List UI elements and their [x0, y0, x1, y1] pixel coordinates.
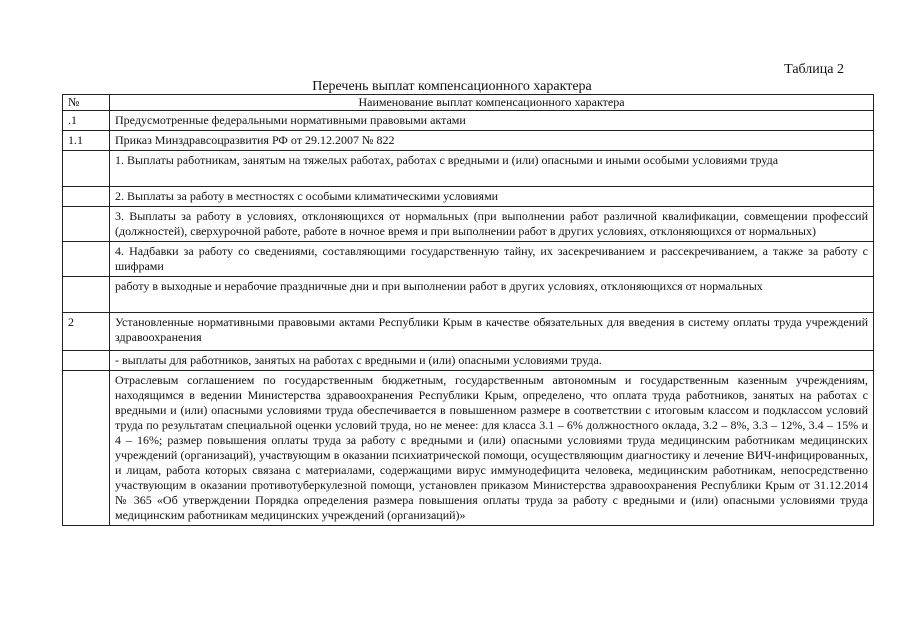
column-header-number: № [63, 95, 110, 111]
row-number: .1 [63, 111, 110, 131]
row-number [63, 207, 110, 242]
row-text: Приказ Минздравсоцразвития РФ от 29.12.2007 № 822 [110, 131, 874, 151]
row-number: 1.1 [63, 131, 110, 151]
table-row [63, 313, 874, 351]
row-text: 3. Выплаты за работу в условиях, отклоняющихся от нормальных (при выполнении работ различной квалификации, совмещении профессий (должностей), сверхурочной работе, работе в ночное время и при выполнении работ в других условиях, отклоняющихся от нормальных) [110, 207, 874, 242]
row-number [63, 187, 110, 207]
row-number [63, 371, 110, 526]
row-number [63, 242, 110, 277]
table-row [63, 151, 874, 187]
row-number [63, 151, 110, 187]
table-row [63, 131, 874, 151]
table-row [63, 277, 874, 313]
row-text: - выплаты для работников, занятых на работах с вредными и (или) опасными условиями труда. [110, 351, 874, 371]
row-number: 2 [63, 313, 110, 351]
column-header-name: Наименование выплат компенсационного характера [110, 95, 874, 111]
table-row [63, 371, 874, 526]
document-title: Перечень выплат компенсационного характера [312, 79, 592, 94]
row-number [63, 277, 110, 313]
table-row [63, 207, 874, 242]
row-text: 4. Надбавки за работу со сведениями, составляющими государственную тайну, их засекречиванием и рассекречиванием, а также за работу с шифрами [110, 242, 874, 277]
row-text: работу в выходные и нерабочие праздничные дни и при выполнении работ в других условиях, отклоняющихся от нормальных [110, 277, 874, 313]
table-header-row [63, 95, 874, 111]
row-number [63, 351, 110, 371]
compensation-payments-table [62, 94, 874, 526]
table-row [63, 111, 874, 131]
table-number-label: Таблица 2 [784, 62, 844, 77]
row-text: 1. Выплаты работникам, занятым на тяжелых работах, работах с вредными и (или) опасными и иными особыми условиями труда [110, 151, 874, 187]
table-row [63, 187, 874, 207]
row-text: Отраслевым соглашением по государственным бюджетным, государственным автономным и государственным казенным учреждениям, находящимся в ведении Министерства здравоохранения Республики Крым, определено, что оплата труда работников, занятых на работах с вредными и (или) опасными условиями труда обеспечивается в повышенном размере в соответствии с итоговым классом и подклассом условий труда по результатам специальной оценки условий труда, но не менее: для класса 3.1 – 6% должностного оклада, 3.2 – 8%, 3.3 – 12%, 3.4 – 15% и 4 – 16%; размер повышения оплаты труда за работу с вредными и (или) опасными условиями труда медицинским работникам медицинских учреждений (организаций), участвующим в оказании психиатрической помощи, осуществляющим диагностику и лечение ВИЧ-инфицированных, и лицам, работа которых связана с материалами, содержащими вирус иммунодефицита человека, медицинским работникам, непосредственно участвующим в оказании противотуберкулезной помощи, установлен приказом Министерства здравоохранения Республики Крым от 31.12.2014 № 365 «Об утверждении Порядка определения размера повышения оплаты труда за работу с вредными и (или) опасными условиями труда медицинским работникам медицинских учреждений (организаций)» [110, 371, 874, 526]
table-row [63, 351, 874, 371]
row-text: Установленные нормативными правовыми актами Республики Крым в качестве обязательных для введения в систему оплаты труда учреждений здравоохранения [110, 313, 874, 351]
row-text: 2. Выплаты за работу в местностях с особыми климатическими условиями [110, 187, 874, 207]
row-text: Предусмотренные федеральными нормативными правовыми актами [110, 111, 874, 131]
table-row [63, 242, 874, 277]
